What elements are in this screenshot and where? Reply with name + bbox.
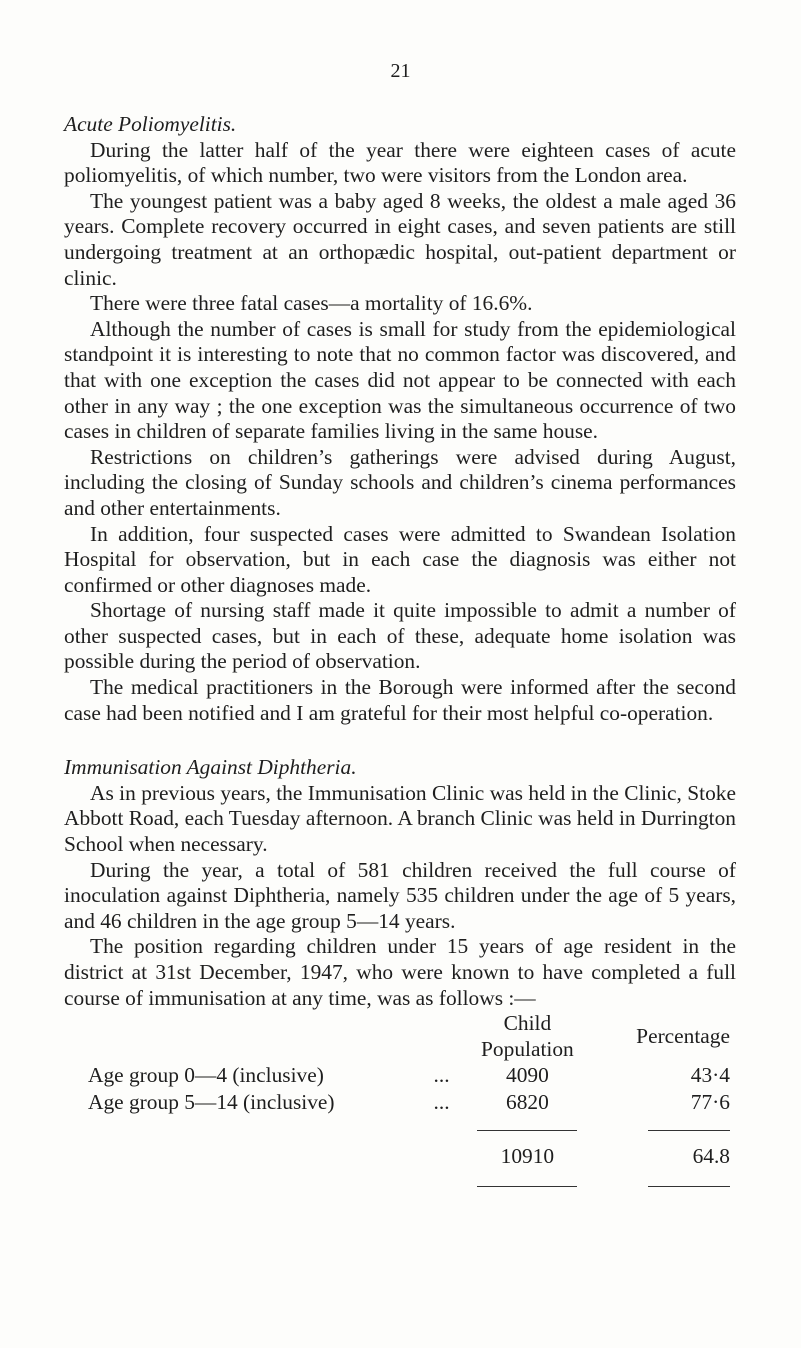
- total-spacer: [64, 1142, 434, 1172]
- row-percentage: 43·4: [690, 1063, 730, 1088]
- table-rule-row: [64, 1172, 736, 1198]
- total-percentage: 64.8: [692, 1144, 730, 1169]
- page-number: 21: [390, 60, 411, 82]
- polio-paragraph-1: During the latter half of the year there were eighteen cases of acute poliomyelitis, of which number, two were visitors from the London area.: [64, 137, 736, 188]
- rule-spacer: [434, 1116, 473, 1142]
- table-total-row: [64, 1142, 736, 1172]
- total-population: 10910: [500, 1144, 555, 1169]
- row-leader: ...: [433, 1090, 450, 1115]
- section-gap: [64, 726, 736, 755]
- table-row: [64, 1062, 736, 1089]
- row-population: 4090: [506, 1063, 549, 1088]
- immunisation-paragraph-2: During the year, a total of 581 children received the full course of inoculation against Diphtheria, namely 535 children under the age of 5 years, and 46 children in the age group 5—14 years.: [64, 857, 736, 933]
- population-rule-cell: [473, 1172, 583, 1198]
- row-population: 6820: [506, 1090, 549, 1115]
- polio-paragraph-3: There were three fatal cases—a mortality of 16.6%.: [90, 291, 533, 316]
- immunisation-table: [64, 1011, 736, 1197]
- polio-paragraph-4: Although the number of cases is small for study from the epidemiological standpoint it is interesting to note that no common factor was discovered, and that with one exception the cases did not appear to be connected with each other in any way ; the one exception was the simultaneous occurrence of two cases in children of separate families living in the same house.: [64, 316, 736, 444]
- immunisation-paragraph-1: As in previous years, the Immunisation Clinic was held in the Clinic, Stoke Abbott Road, each Tuesday afternoon. A branch Clinic was held in Durrington School when necessary.: [64, 780, 736, 857]
- rule-spacer: [64, 1116, 434, 1142]
- row-label: Age group 5—14 (inclusive): [88, 1090, 335, 1115]
- polio-paragraph-5: Restrictions on children’s gatherings were advised during August, including the closing of Sunday schools and children’s cinema performances and other entertainments.: [64, 444, 736, 520]
- table-header-blank: [64, 1011, 434, 1062]
- total-spacer: [434, 1142, 473, 1172]
- polio-paragraph-2: The youngest patient was a baby aged 8 weeks, the oldest a male aged 36 years. Complete recovery occurred in eight cases, and seven patients are still undergoing treatment at an orthopædic hospital, out-patient department or clinic.: [64, 188, 736, 290]
- population-divider: [477, 1186, 577, 1187]
- polio-paragraph-8: The medical practitioners in the Borough were informed after the second case had been notified and I am grateful for their most helpful co-operation.: [64, 675, 736, 725]
- percentage-divider: [648, 1186, 730, 1187]
- table-row: [64, 1089, 736, 1116]
- row-label: Age group 0—4 (inclusive): [88, 1063, 324, 1088]
- population-rule-cell: [473, 1116, 583, 1142]
- table-header-row: [64, 1011, 736, 1062]
- column-header-population: Child Population: [481, 1011, 574, 1061]
- table-header-spacer: [434, 1011, 473, 1062]
- immunisation-heading: Immunisation Against Diphtheria.: [64, 755, 357, 780]
- percentage-divider: [648, 1130, 730, 1131]
- page-content: [64, 112, 736, 1198]
- rule-spacer: [64, 1172, 434, 1198]
- table-rule-row: [64, 1116, 736, 1142]
- population-divider: [477, 1130, 577, 1131]
- immunisation-paragraph-3: The position regarding children under 15 years of age resident in the district at 31st December, 1947, who were known to have completed a full course of immunisation at any time, was as follows :—: [64, 934, 736, 1010]
- percentage-rule-cell: [582, 1172, 736, 1198]
- row-percentage: 77·6: [690, 1090, 730, 1115]
- percentage-rule-cell: [582, 1116, 736, 1142]
- polio-paragraph-7: Shortage of nursing staff made it quite impossible to admit a number of other suspected cases, but in each of these, adequate home isolation was possible during the period of observation.: [64, 598, 736, 674]
- rule-spacer: [434, 1172, 473, 1198]
- polio-paragraph-6: In addition, four suspected cases were admitted to Swandean Isolation Hospital for observation, but in each case the diagnosis was either not confirmed or other diagnoses made.: [64, 521, 736, 597]
- column-header-percentage: Percentage: [636, 1023, 730, 1048]
- row-leader: ...: [433, 1063, 450, 1088]
- polio-heading: Acute Poliomyelitis.: [64, 112, 237, 136]
